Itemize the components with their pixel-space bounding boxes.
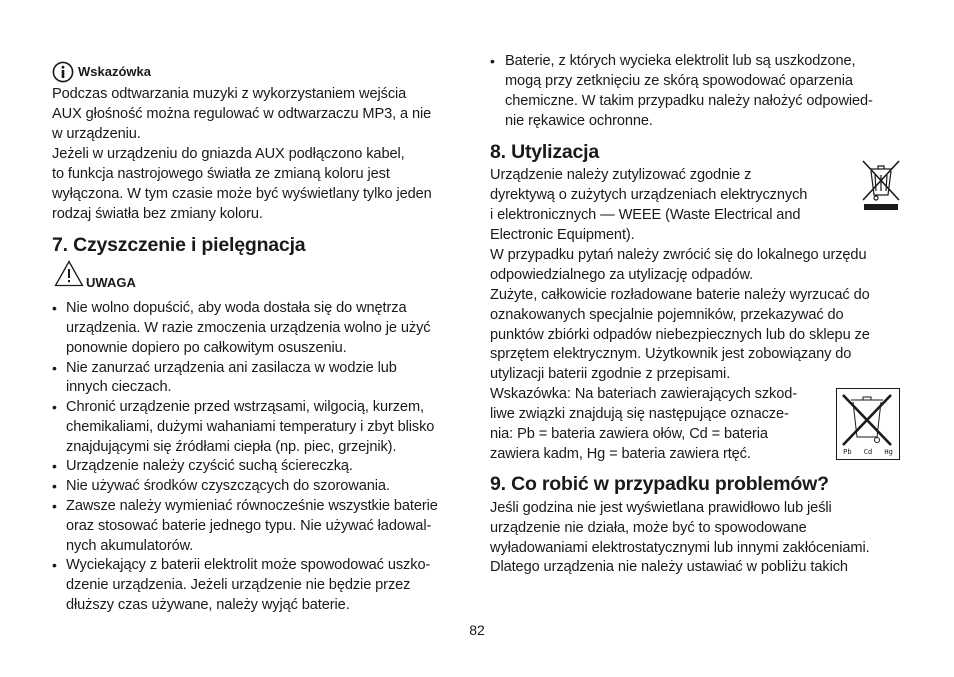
list-item: dłuższy czas używane, należy wyjąć baterie. (66, 597, 350, 613)
paragraph-line: Dlatego urządzenia nie należy ustawiać w pobliżu takich (490, 559, 848, 575)
bullet-mark: • (52, 498, 57, 514)
section-8-title: 8. Utylizacja (490, 141, 600, 163)
list-item: innych cieczach. (66, 379, 172, 395)
battery-label-cd: Cd (863, 448, 873, 456)
battery-label-pb: Pb (843, 448, 852, 456)
list-item: Chronić urządzenie przed wstrząsami, wilgocią, kurzem, (66, 399, 424, 415)
paragraph-line: liwe związki znajdują się następujące oznacze- (490, 406, 789, 422)
bullet-mark: • (52, 478, 57, 494)
paragraph-line: dyrektywą o zużytych urządzeniach elektrycznych (490, 187, 808, 203)
battery-label-hg: Hg (884, 448, 893, 456)
list-item: chemiczne. W takim przypadku należy nałożyć odpowied- (505, 93, 873, 109)
list-item: Baterie, z których wycieka elektrolit lub są uszkodzone, (505, 53, 856, 69)
list-item: nie rękawice ochronne. (505, 113, 653, 129)
paragraph-line: odpowiedzialnego za utylizację odpadów. (490, 267, 754, 283)
paragraph-line: W przypadku pytań należy zwrócić się do lokalnego urzędu (490, 247, 867, 263)
list-item: ponownie dopiero po całkowitym osuszeniu. (66, 340, 347, 356)
info-circle-icon (52, 61, 74, 83)
paragraph-line: Jeśli godzina nie jest wyświetlana prawidłowo lub jeśli (490, 500, 832, 516)
bullet-mark: • (52, 557, 57, 573)
list-item: nych akumulatorów. (66, 538, 194, 554)
paragraph-line: punktów zbiórki odpadów niebezpiecznych lub do sklepu ze (490, 327, 870, 343)
paragraph-line: wyładowaniami elektrostatycznymi lub innymi zakłóceniami. (490, 540, 870, 556)
paragraph-line: Zużyte, całkowicie rozładowane baterie należy wyrzucać do (490, 287, 870, 303)
section-7-title: 7. Czyszczenie i pielęgnacja (52, 234, 306, 256)
note-line: wyłączona. W tym czasie może być wyświetlany tylko jeden (52, 186, 432, 202)
note-line: to funkcja nastrojowego światła ze zmianą koloru jest (52, 166, 390, 182)
list-item: znajdującymi się źródłami ciepła (np. piec, grzejnik). (66, 439, 397, 455)
warning-triangle-icon (54, 260, 84, 287)
paragraph-line: i elektronicznych — WEEE (Waste Electrical and (490, 207, 801, 223)
bullet-mark: • (52, 300, 57, 316)
crossed-battery-bin-icon (836, 388, 900, 460)
paragraph-line: utylizacji baterii zgodnie z przepisami. (490, 366, 731, 382)
bullet-mark: • (52, 399, 57, 415)
list-item: mogą przy zetknięciu ze skórą spowodować oparzenia (505, 73, 853, 89)
note-title: Wskazówka (78, 64, 151, 79)
warning-title: UWAGA (86, 275, 136, 290)
note-line: Jeżeli w urządzeniu do gniazda AUX podłączono kabel, (52, 146, 405, 162)
list-item: Nie wolno dopuścić, aby woda dostała się do wnętrza (66, 300, 407, 316)
paragraph-line: nia: Pb = bateria zawiera ołów, Cd = bateria (490, 426, 768, 442)
bullet-mark: • (52, 360, 57, 376)
list-item: Nie używać środków czyszczących do szorowania. (66, 478, 390, 494)
note-line: w urządzeniu. (52, 126, 141, 142)
note-line: rodzaj światła bez zmiany koloru. (52, 206, 263, 222)
paragraph-line: Electronic Equipment). (490, 227, 635, 243)
section-9-title: 9. Co robić w przypadku problemów? (490, 473, 829, 495)
list-item: oraz stosować baterie jednego typu. Nie używać ładowal- (66, 518, 432, 534)
note-line: Podczas odtwarzania muzyki z wykorzystaniem wejścia (52, 86, 407, 102)
list-item: urządzenia. W razie zmoczenia urządzenia wolno je użyć (66, 320, 431, 336)
page-number: 82 (469, 622, 485, 638)
list-item: Urządzenie należy czyścić suchą ściereczką. (66, 458, 353, 474)
paragraph-line: zawiera kadm, Hg = bateria zawiera rtęć. (490, 446, 751, 462)
bullet-mark: • (490, 53, 495, 69)
paragraph-line: urządzenie nie działa, może być to spowodowane (490, 520, 807, 536)
bullet-mark: • (52, 458, 57, 474)
paragraph-line: Urządzenie należy zutylizować zgodnie z (490, 167, 752, 183)
list-item: Zawsze należy wymieniać równocześnie wszystkie baterie (66, 498, 438, 514)
list-item: chemikaliami, dużymi wahaniami temperatury i zbyt blisko (66, 419, 435, 435)
note-line: AUX głośność można regulować w odtwarzaczu MP3, a nie (52, 106, 432, 122)
list-item: Nie zanurzać urządzenia ani zasilacza w wodzie lub (66, 360, 397, 376)
list-item: Wyciekający z baterii elektrolit może spowodować uszko- (66, 557, 431, 573)
paragraph-line: Wskazówka: Na bateriach zawierających szkod- (490, 386, 798, 402)
paragraph-line: sprzętem elektrycznym. Użytkownik jest zobowiązany do (490, 346, 852, 362)
paragraph-line: oznakowanych specjalnie pojemników, przekazywać do (490, 307, 844, 323)
list-item: dzenie urządzenia. Jeżeli urządzenie nie będzie przez (66, 577, 411, 593)
crossed-bin-icon (860, 158, 902, 214)
